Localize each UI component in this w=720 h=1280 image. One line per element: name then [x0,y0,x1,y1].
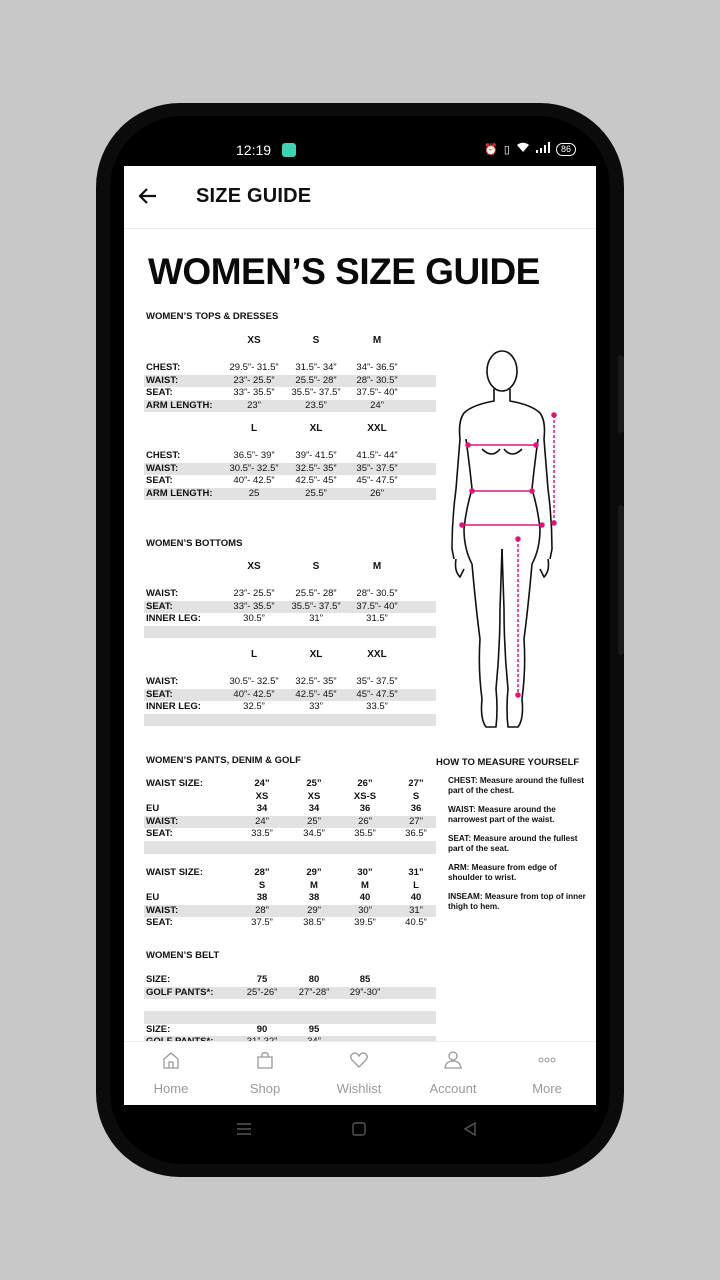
table-row: WAIST SIZE: 28” 29” 30” 31” [146,867,424,878]
nav-shop[interactable] [218,1042,312,1105]
nav-label: More [532,1081,562,1096]
page-title: SIZE GUIDE [196,185,312,207]
table-row [144,714,436,727]
howto-item: SEAT: Measure around the fullest part of the seat. [448,834,578,853]
table-row: INNER LEG: 30.5” 31” 31.5” [146,613,388,625]
table-row [144,626,436,639]
signal-icon [536,142,550,156]
bottom-navigation [124,1041,596,1105]
table-row: WAIST: 30.5”- 32.5” 32.5”- 35” 35”- 37.5” [146,676,398,687]
size-label: L [250,423,258,434]
wifi-icon [516,142,530,156]
nav-home[interactable] [124,1042,218,1105]
nav-label: Shop [249,1081,281,1096]
status-icons [484,142,576,156]
person-icon [443,1050,463,1070]
size-label: XXL [367,423,387,434]
nav-wishlist[interactable] [312,1042,406,1105]
home-icon [161,1050,181,1070]
table-row: XS XS XS-S S [255,790,420,802]
guide-heading: WOMEN’S SIZE GUIDE [148,251,540,292]
table-row: WAIST: 23”- 25.5” 25.5”- 28” 28”- 30.5” [144,375,436,388]
how-to-measure [436,757,586,921]
table-row: ARM LENGTH: 25 25.5” 26” [144,488,436,501]
size-header [144,335,436,349]
howto-item: ARM: Measure from edge of shoulder to wrist. [448,863,557,882]
table-row: SEAT: 33”- 35.5” 35.5”- 37.5” 37.5”- 40” [146,387,398,399]
section-tops-title: WOMEN’S TOPS & DRESSES [146,311,279,322]
more-dots-icon [537,1050,557,1070]
size-header: XS S M [247,561,382,572]
size-label: XL [309,423,323,434]
table-row: WAIST SIZE: 24” 25” 26” 27” [146,778,424,789]
section-bottoms-title: WOMEN’S BOTTOMS [146,538,243,549]
size-label: XS [247,335,261,346]
size-label: M [372,335,382,346]
vibrate-icon: ▯ [503,143,510,156]
back-triangle-icon[interactable] [462,1121,478,1137]
section-belt-title: WOMEN’S BELT [146,950,220,961]
app-screen [124,166,596,1104]
size-header [144,423,436,437]
belt-table [144,974,436,1049]
howto-item: INSEAM: Measure from top of inner thigh to hem. [448,892,586,911]
how-to-title: HOW TO MEASURE YOURSELF [436,757,580,768]
pants-table-2 [144,867,436,930]
table-row: EU 38 38 40 40 [146,892,422,904]
pants-table-1 [144,778,436,854]
body-measurement-figure [442,349,562,737]
recents-menu-icon[interactable] [236,1121,252,1137]
table-row: CHEST: 36.5”- 39” 39”- 41.5” 41.5”- 44” [146,450,398,461]
table-row: EU 34 34 36 36 [146,803,422,815]
home-square-icon[interactable] [351,1121,367,1137]
tops-table-1 [144,335,436,412]
table-row: S M M L [258,879,419,891]
table-row: GOLF PANTS*: 25”-26” 27”-28” 29”-30” [144,987,436,1000]
table-row: SEAT: 33”- 35.5” 35.5”- 37.5” 37.5”- 40” [144,601,436,614]
size-header: L XL XXL [250,649,387,660]
table-row [144,841,436,854]
tops-table-2 [144,423,436,500]
table-row: WAIST: 28” 29” 30” 31” [144,905,436,918]
nav-label: Wishlist [336,1081,382,1096]
back-arrow-icon[interactable] [136,184,160,208]
status-bar [124,134,596,166]
table-row: WAIST: 23”- 25.5” 25.5”- 28” 28”- 30.5” [146,588,398,599]
nav-label: Home [153,1081,189,1096]
chat-notification-icon [282,143,296,157]
table-row: SIZE: 75 80 85 [146,974,371,985]
size-label: S [312,335,320,346]
table-row: ARM LENGTH: 23” 23.5” 24” [144,400,436,413]
app-bar [124,166,596,229]
table-row: INNER LEG: 32.5” 33” 33.5” [146,701,388,713]
table-row: CHEST: 29.5”- 31.5” 31.5”- 34” 34”- 36.5” [146,362,398,373]
table-row [144,1011,436,1024]
table-row: SEAT: 40”- 42.5” 42.5”- 45” 45”- 47.5” [144,689,436,702]
howto-item: CHEST: Measure around the fullest part of the chest. [448,776,585,795]
table-row: SEAT: 37.5” 38.5” 39.5” 40.5” [146,917,427,929]
bottoms-table-1 [144,561,436,638]
section-pants-title: WOMEN’S PANTS, DENIM & GOLF [146,755,301,766]
table-row: SEAT: 40”- 42.5” 42.5”- 45” 45”- 47.5” [146,475,398,487]
system-nav-bar [124,1104,596,1154]
status-time: 12:19 [236,142,272,158]
size-guide-image [124,229,596,1041]
table-row: SEAT: 33.5” 34.5” 35.5” 36.5” [146,828,427,840]
table-row: WAIST: 30.5”- 32.5” 32.5”- 35” 35”- 37.5” [144,463,436,476]
nav-label: Account [429,1081,477,1096]
battery-icon: 86 [556,143,576,156]
nav-more[interactable] [500,1042,594,1105]
heart-icon [349,1050,369,1070]
table-row: WAIST: 24” 25” 26” 27” [144,816,436,829]
table-row: SIZE: 90 95 [146,1023,320,1035]
howto-item: WAIST: Measure around the narrowest part of the waist. [448,805,556,824]
volume-button [618,355,624,433]
bag-icon [255,1050,275,1070]
nav-account[interactable] [406,1042,500,1105]
alarm-icon: ⏰ [484,143,498,156]
power-button [618,505,624,655]
bottoms-table-2 [144,649,436,726]
